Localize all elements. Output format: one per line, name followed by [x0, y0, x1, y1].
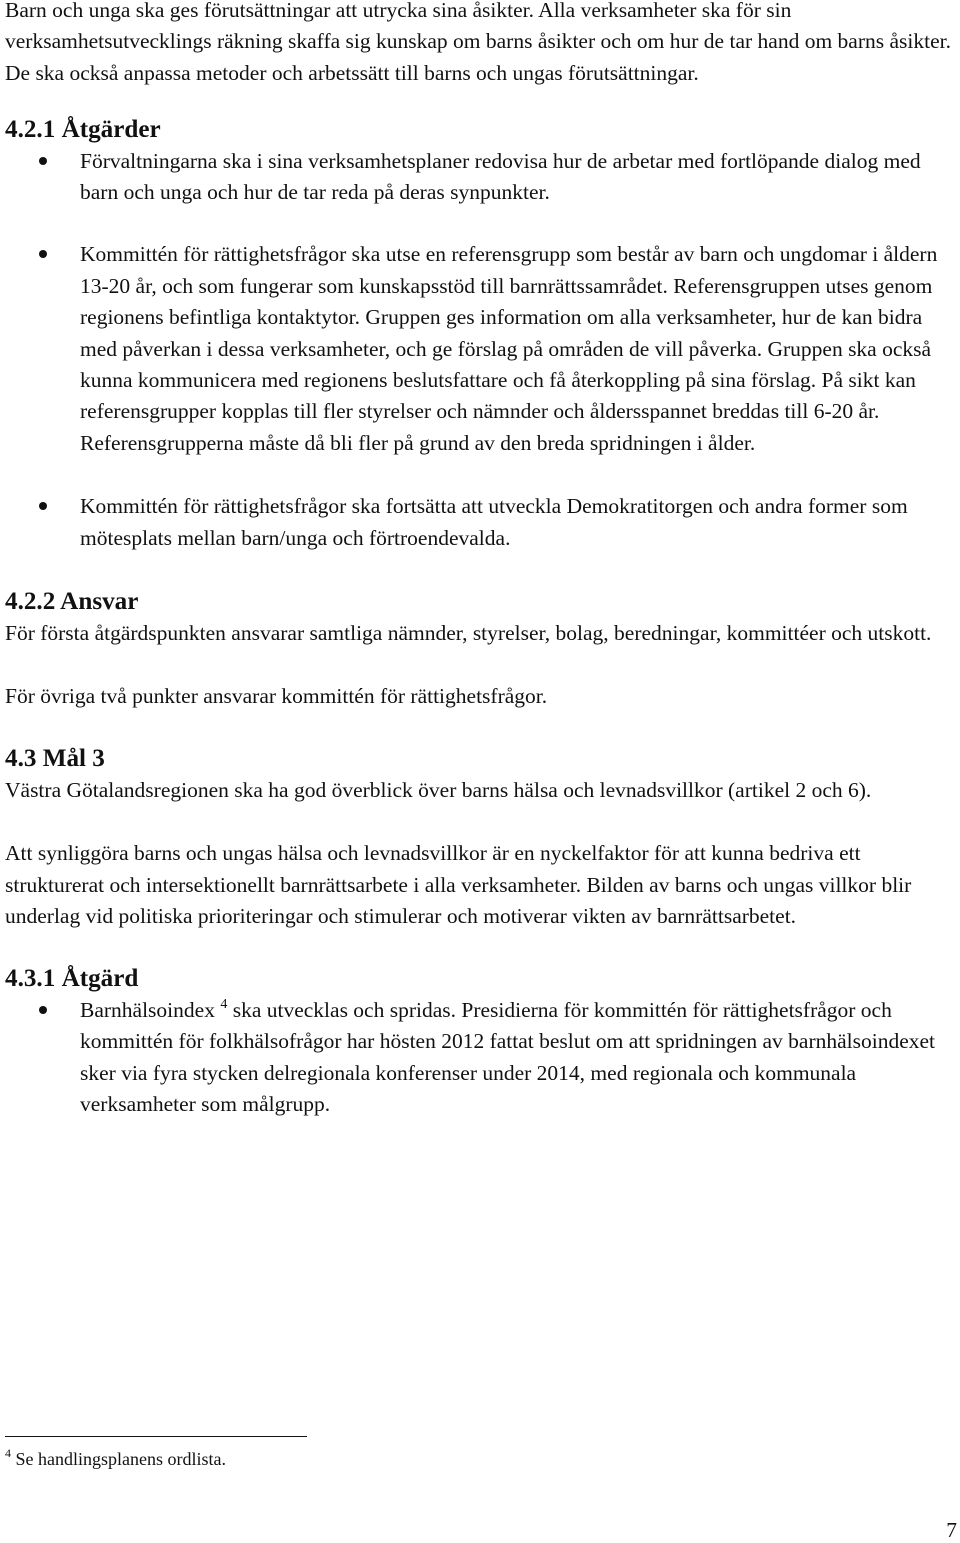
document-page	[5, 0, 955, 1120]
responsibility-paragraph-2: För övriga två punkter ansvarar kommittén för rättighetsfrågor.	[5, 683, 548, 708]
list-item	[5, 491, 955, 554]
list-item-text: Förvaltningarna ska i sina verksamhetsplaner redovisa hur de arbetar med fortlöpande dialog med barn och unga och hur de tar reda på deras synpunkter.	[80, 148, 921, 205]
actions-list-4-3-1	[5, 995, 955, 1121]
bullet-icon	[39, 502, 47, 510]
goal-paragraph-1: Västra Götalandsregionen ska ha god överblick över barns hälsa och levnadsvillkor (artikel 2 och 6).	[5, 777, 872, 802]
heading-4-2-2: 4.2.2 Ansvar	[5, 588, 139, 616]
bullet-icon	[39, 1006, 47, 1014]
footnote-divider	[5, 1436, 307, 1437]
footnote-reference: 4	[220, 996, 228, 1012]
heading-4-3: 4.3 Mål 3	[5, 745, 105, 773]
footnote-number: 4	[5, 1446, 11, 1460]
intro-paragraph: Barn och unga ska ges förutsättningar att utrycka sina åsikter. Alla verksamheter ska för sin verksamhetsutvecklings räkning skaffa sig kunskap om barns åsikter och om hur de tar hand om barns åsikter. De ska också anpassa metoder och arbetssätt till barns och ungas förutsättningar.	[5, 0, 951, 85]
list-item	[5, 995, 955, 1121]
footnote-text: Se handlingsplanens ordlista.	[11, 1449, 226, 1469]
actions-list-4-2-1	[5, 146, 955, 554]
list-item	[5, 146, 955, 209]
bullet-icon	[39, 157, 47, 165]
goal-paragraph-2: Att synliggöra barns och ungas hälsa och levnadsvillkor är en nyckelfaktor för att kunna bedriva ett strukturerat och intersektionellt barnrättsarbete i alla verksamheter. Bilden av barns och ungas villkor blir underlag vid politiska prioriteringar och stimulerar och motiverar vikten av barnrättsarbetet.	[5, 841, 912, 928]
list-item-lead: Barnhälsoindex	[80, 997, 215, 1022]
bullet-icon	[39, 250, 47, 258]
page-number: 7	[946, 1518, 957, 1542]
list-item-text: Kommittén för rättighetsfrågor ska fortsätta att utveckla Demokratitorgen och andra former som mötesplats mellan barn/unga och förtroendevalda.	[80, 494, 908, 550]
heading-4-2-1: 4.2.1 Åtgärder	[5, 116, 161, 144]
list-item-text: ska utvecklas och spridas. Presidierna för kommittén för rättighetsfrågor och kommittén för folkhälsofrågor har hösten 2012 fattat beslut om att spridningen av barnhälsoindexet sker via fyra stycken delregionala konferenser under 2014, med regionala och kommunala verksamheter som målgrupp.	[80, 997, 936, 1116]
responsibility-paragraph-1: För första åtgärdspunkten ansvarar samtliga nämnder, styrelser, bolag, beredningar, kommittéer och utskott.	[5, 620, 932, 645]
heading-4-3-1: 4.3.1 Åtgärd	[5, 965, 139, 993]
list-item	[5, 239, 955, 459]
footnote	[5, 1445, 226, 1473]
list-item-text: Kommittén för rättighetsfrågor ska utse en referensgrupp som består av barn och ungdomar i åldern 13-20 år, och som fungerar som kunskapsstöd till barnrättssamrådet. Referensgruppen utses genom regionens befintliga kontaktytor. Gruppen ges information om alla verksamheter, hur de kan bidra med påverkan i dessa verksamheter, och ge förslag på områden de vill påverka. Gruppen ska också kunna kommunicera med regionens beslutsfattare och få återkoppling på sina förslag. På sikt kan referensgrupper kopplas till fler styrelser och nämnder och åldersspannet breddas till 6-20 år. Referensgrupperna måste då bli fler på grund av den breda spridningen i ålder.	[80, 242, 938, 455]
